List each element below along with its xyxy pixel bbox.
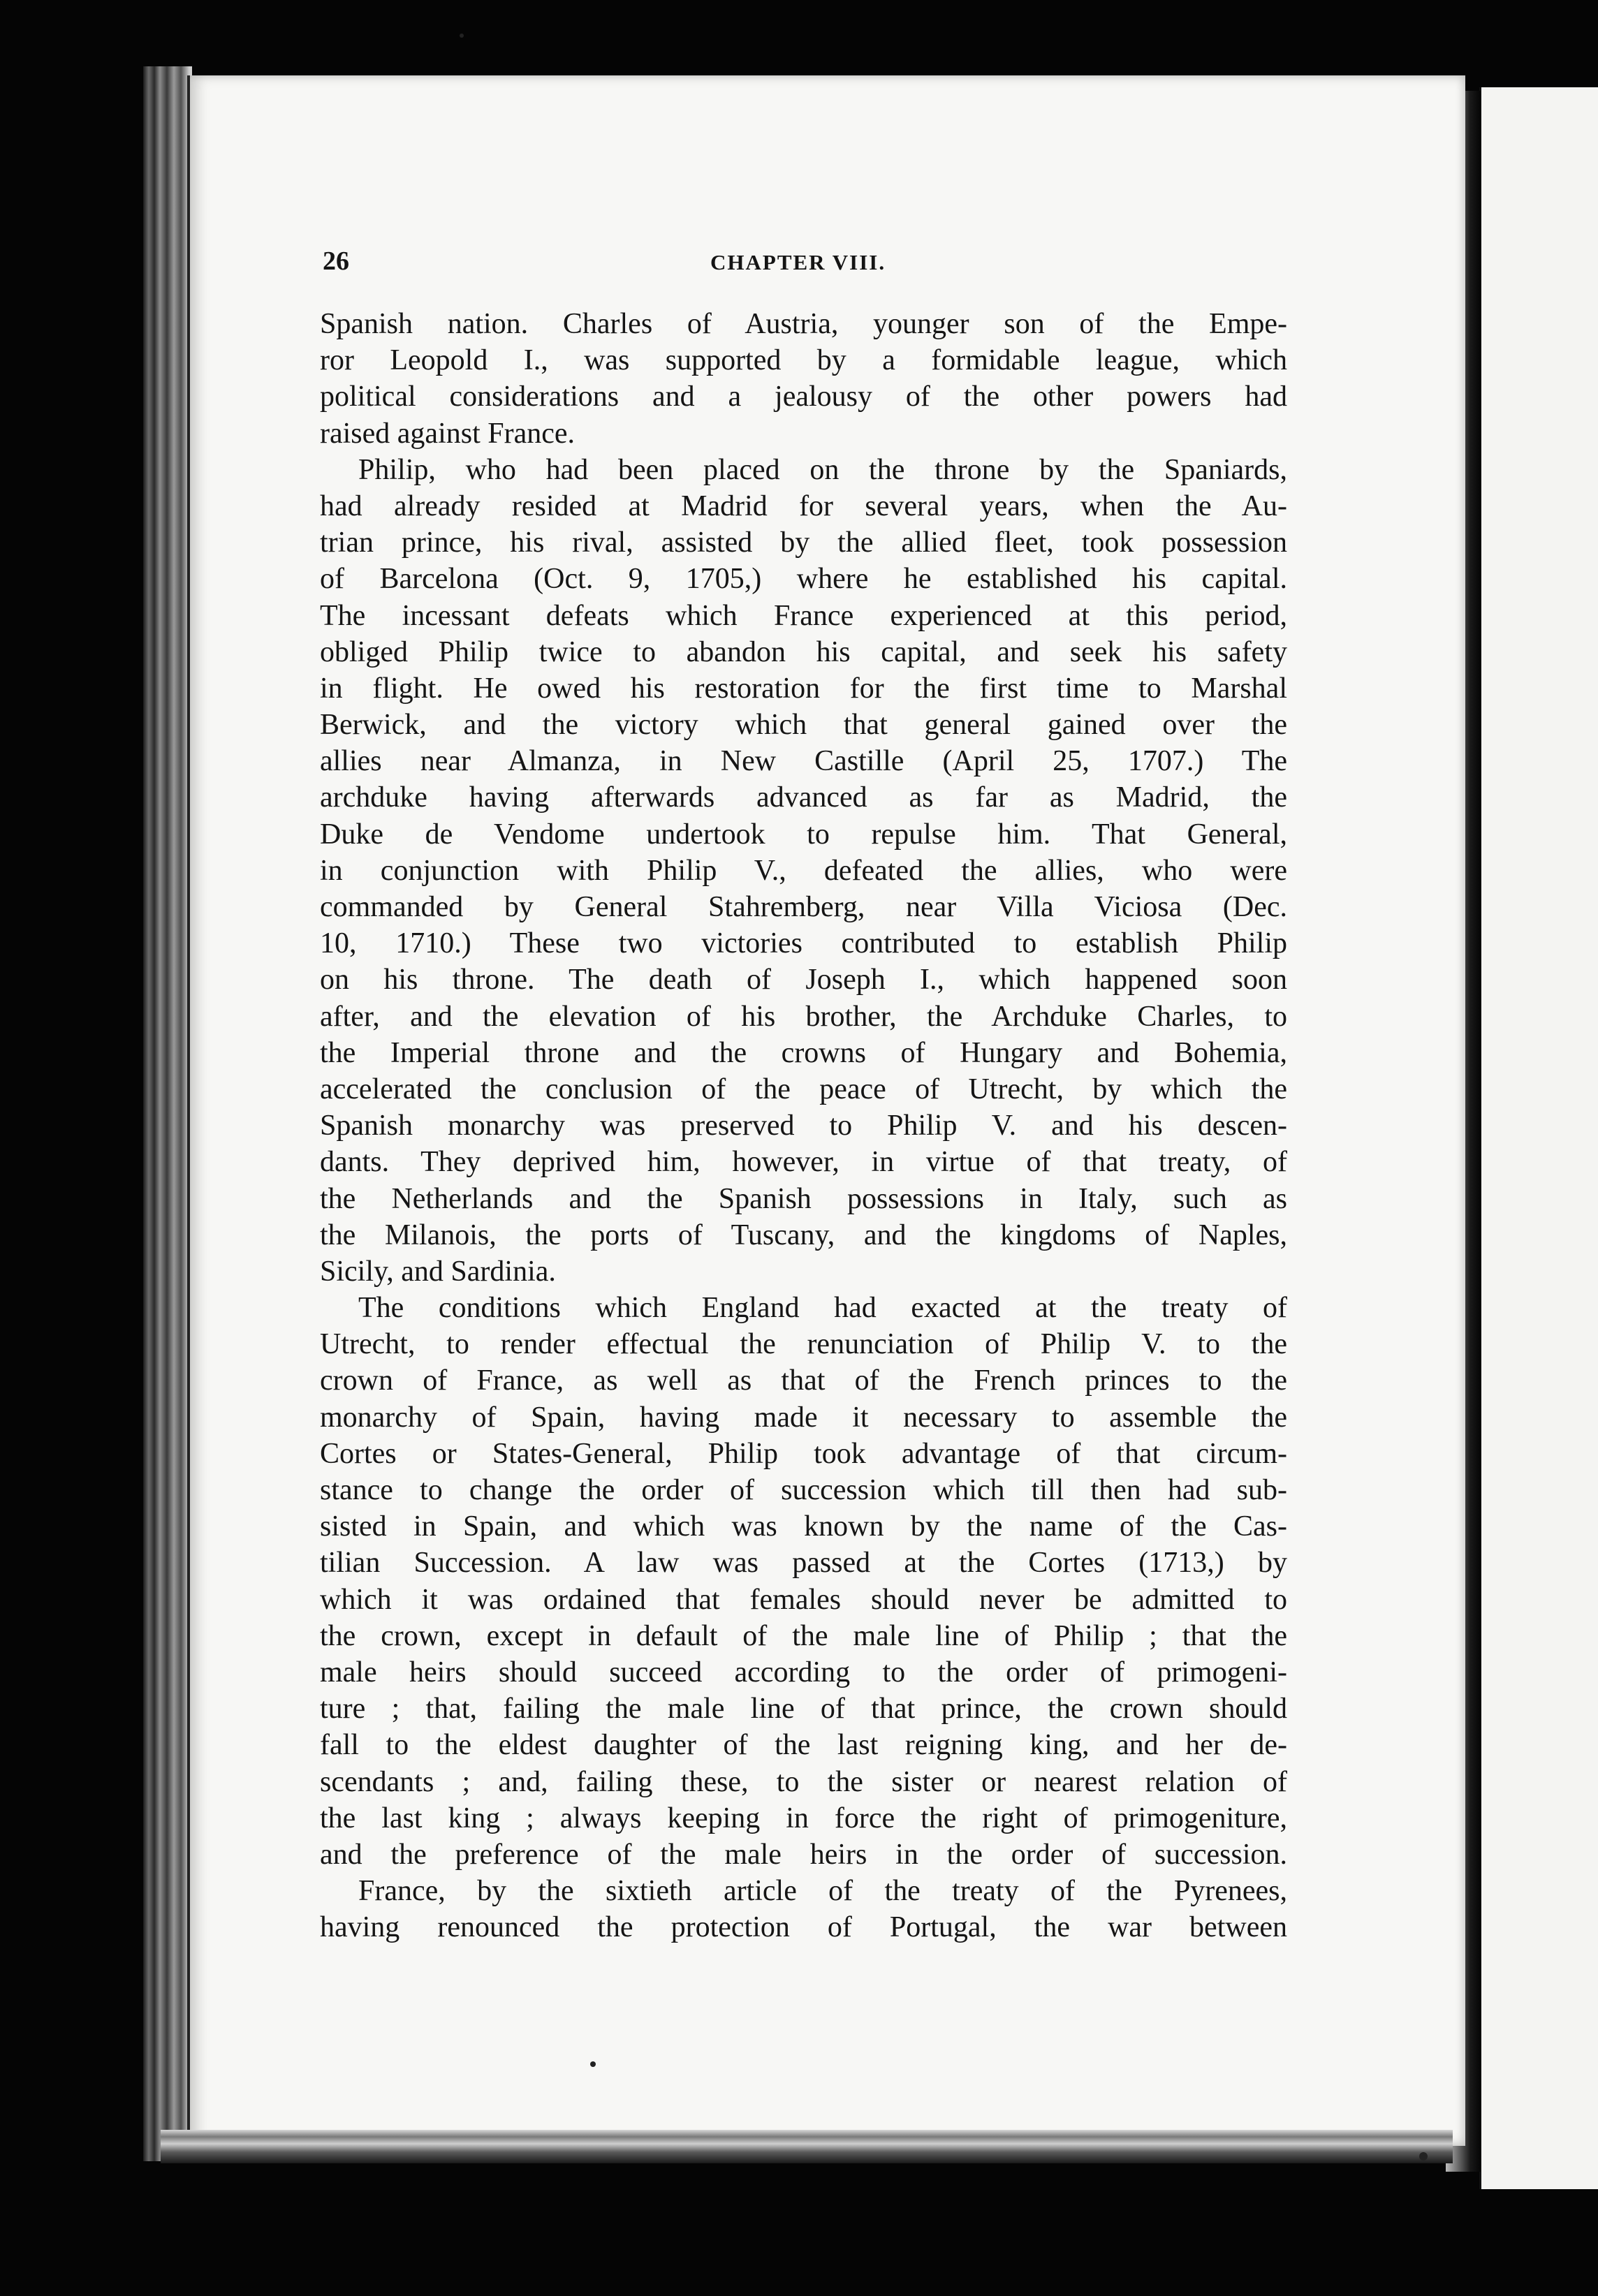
text-line: trian prince, his rival, assisted by the allied fleet, took possession xyxy=(320,527,1287,559)
text-line: allies near Almanza, in New Castille (April 25, 1707.) The xyxy=(320,745,1287,778)
text-line: after, and the elevation of his brother, the Archduke Charles, to xyxy=(320,1000,1287,1033)
text-line: which it was ordained that females should never be admitted to xyxy=(320,1583,1287,1616)
text-line: tilian Succession. A law was passed at the Cortes (1713,) by xyxy=(320,1547,1287,1580)
text-line: the crown, except in default of the male line of Philip ; that the xyxy=(320,1619,1287,1652)
text-line: scendants ; and, failing these, to the sister or nearest relation of xyxy=(320,1765,1287,1798)
text-line: stance to change the order of succession which till then had sub- xyxy=(320,1474,1287,1506)
text-line: ture ; that, failing the male line of that prince, the crown should xyxy=(320,1693,1287,1725)
text-line: archduke having afterwards advanced as far as Madrid, the xyxy=(320,781,1287,814)
page-number: 26 xyxy=(323,246,349,276)
text-line: the Imperial throne and the crowns of Hungary and Bohemia, xyxy=(320,1036,1287,1069)
text-line: the last king ; always keeping in force the right of primogeniture, xyxy=(320,1802,1287,1834)
text-line: The incessant defeats which France experienced at this period, xyxy=(320,599,1287,632)
text-line: Duke de Vendome undertook to repulse him. That General, xyxy=(320,818,1287,851)
text-line: Cortes or States-General, Philip took advantage of that circum- xyxy=(320,1437,1287,1470)
text-line: the Netherlands and the Spanish possessions in Italy, such as xyxy=(320,1182,1287,1215)
text-line: having renounced the protection of Portugal, the war between xyxy=(320,1911,1287,1944)
text-line: monarchy of Spain, having made it necessary to assemble the xyxy=(320,1401,1287,1434)
text-line: the Milanois, the ports of Tuscany, and the kingdoms of Naples, xyxy=(320,1219,1287,1251)
body-text xyxy=(320,306,1287,1945)
text-line: Spanish nation. Charles of Austria, younger son of the Empe- xyxy=(320,308,1287,340)
text-line: ror Leopold I., was supported by a formidable league, which xyxy=(320,344,1287,377)
text-line: Utrecht, to render effectual the renunciation of Philip V. to the xyxy=(320,1328,1287,1361)
ink-speck xyxy=(590,2061,596,2067)
text-line: Philip, who had been placed on the throne by the Spaniards, xyxy=(358,453,1287,486)
ink-speck xyxy=(460,34,464,38)
chapter-title: CHAPTER VIII. xyxy=(710,250,886,274)
text-line: had already resided at Madrid for several years, when the Au- xyxy=(320,490,1287,522)
text-line: 10, 1710.) These two victories contributed to establish Philip xyxy=(320,927,1287,960)
text-line: in conjunction with Philip V., defeated the allies, who were xyxy=(320,854,1287,887)
book-page-edges xyxy=(143,66,192,2161)
text-line: accelerated the conclusion of the peace of Utrecht, by which the xyxy=(320,1073,1287,1105)
text-line: sisted in Spain, and which was known by the name of the Cas- xyxy=(320,1510,1287,1543)
text-line: France, by the sixtieth article of the treaty of the Pyrenees, xyxy=(358,1875,1287,1908)
text-line: and the preference of the male heirs in the order of succession. xyxy=(320,1838,1287,1871)
ink-speck xyxy=(1419,2152,1428,2161)
text-line: crown of France, as well as that of the French princes to the xyxy=(320,1364,1287,1397)
text-line: dants. They deprived him, however, in virtue of that treaty, of xyxy=(320,1146,1287,1179)
text-line: raised against France. xyxy=(320,417,576,450)
text-line: Berwick, and the victory which that general gained over the xyxy=(320,709,1287,742)
text-line: political considerations and a jealousy of the other powers had xyxy=(320,381,1287,413)
text-line: of Barcelona (Oct. 9, 1705,) where he established his capital. xyxy=(320,563,1287,596)
text-line: in flight. He owed his restoration for the first time to Marshal xyxy=(320,672,1287,705)
text-line: obliged Philip twice to abandon his capital, and seek his safety xyxy=(320,635,1287,668)
text-line: fall to the eldest daughter of the last reigning king, and her de- xyxy=(320,1729,1287,1762)
facing-page xyxy=(1479,87,1598,2189)
book-bottom-edge xyxy=(161,2130,1453,2163)
running-header xyxy=(323,246,1287,288)
text-line: Spanish monarchy was preserved to Philip V. and his descen- xyxy=(320,1110,1287,1142)
text-line: male heirs should succeed according to the order of primogeni- xyxy=(320,1656,1287,1688)
text-line: Sicily, and Sardinia. xyxy=(320,1255,556,1288)
text-line: The conditions which England had exacted at the treaty of xyxy=(358,1292,1287,1325)
text-line: commanded by General Stahremberg, near Villa Viciosa (Dec. xyxy=(320,891,1287,923)
text-line: on his throne. The death of Joseph I., which happened soon xyxy=(320,964,1287,996)
